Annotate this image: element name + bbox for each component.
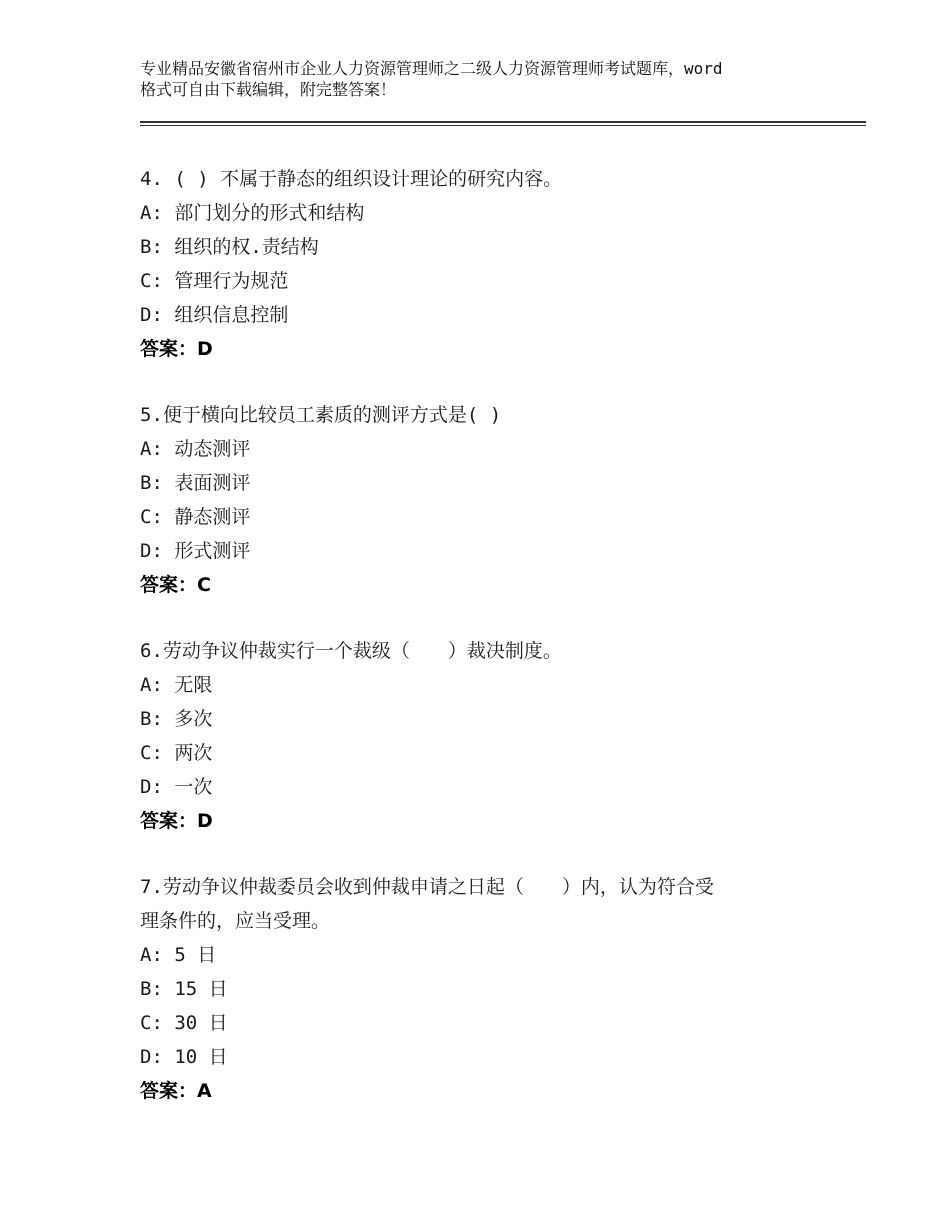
question-4 [140,162,840,366]
option-a: A: 5 日 [140,944,217,966]
option-a: A: 无限 [140,674,213,696]
question-stem: 5.便于横向比较员工素质的测评方式是( ) [140,404,502,426]
option-b: B: 多次 [140,708,213,730]
answer-label: 答案：D [140,810,213,832]
option-c: C: 静态测评 [140,506,251,528]
header-line-1: 专业精品安徽省宿州市企业人力资源管理师之二级人力资源管理师考试题库，word [140,59,723,78]
option-d: D: 一次 [140,776,213,798]
option-b: B: 组织的权.责结构 [140,236,319,258]
question-stem-continued: 理条件的，应当受理。 [140,910,331,932]
option-d: D: 组织信息控制 [140,304,289,326]
option-d: D: 10 日 [140,1046,228,1068]
answer-label: 答案：D [140,338,213,360]
question-stem: 4. ( ) 不属于静态的组织设计理论的研究内容。 [140,168,563,190]
question-list [140,162,840,1140]
header-line-2: 格式可自由下载编辑，附完整答案！ [140,80,397,99]
option-b: B: 表面测评 [140,472,251,494]
option-c: C: 30 日 [140,1012,228,1034]
question-6 [140,634,840,838]
option-a: A: 动态测评 [140,438,251,460]
option-c: C: 管理行为规范 [140,270,289,292]
question-5 [140,398,840,602]
option-d: D: 形式测评 [140,540,251,562]
option-a: A: 部门划分的形式和结构 [140,202,365,224]
option-c: C: 两次 [140,742,213,764]
document-header [140,58,840,100]
header-divider-thin [140,125,866,126]
question-stem: 6.劳动争议仲裁实行一个裁级（ ）裁决制度。 [140,640,562,662]
option-b: B: 15 日 [140,978,228,1000]
answer-label: 答案：C [140,574,211,596]
header-divider-thick [140,121,866,123]
question-7 [140,870,840,1108]
question-stem: 7.劳动争议仲裁委员会收到仲裁申请之日起（ ）内，认为符合受 [140,876,714,898]
answer-label: 答案：A [140,1080,212,1102]
